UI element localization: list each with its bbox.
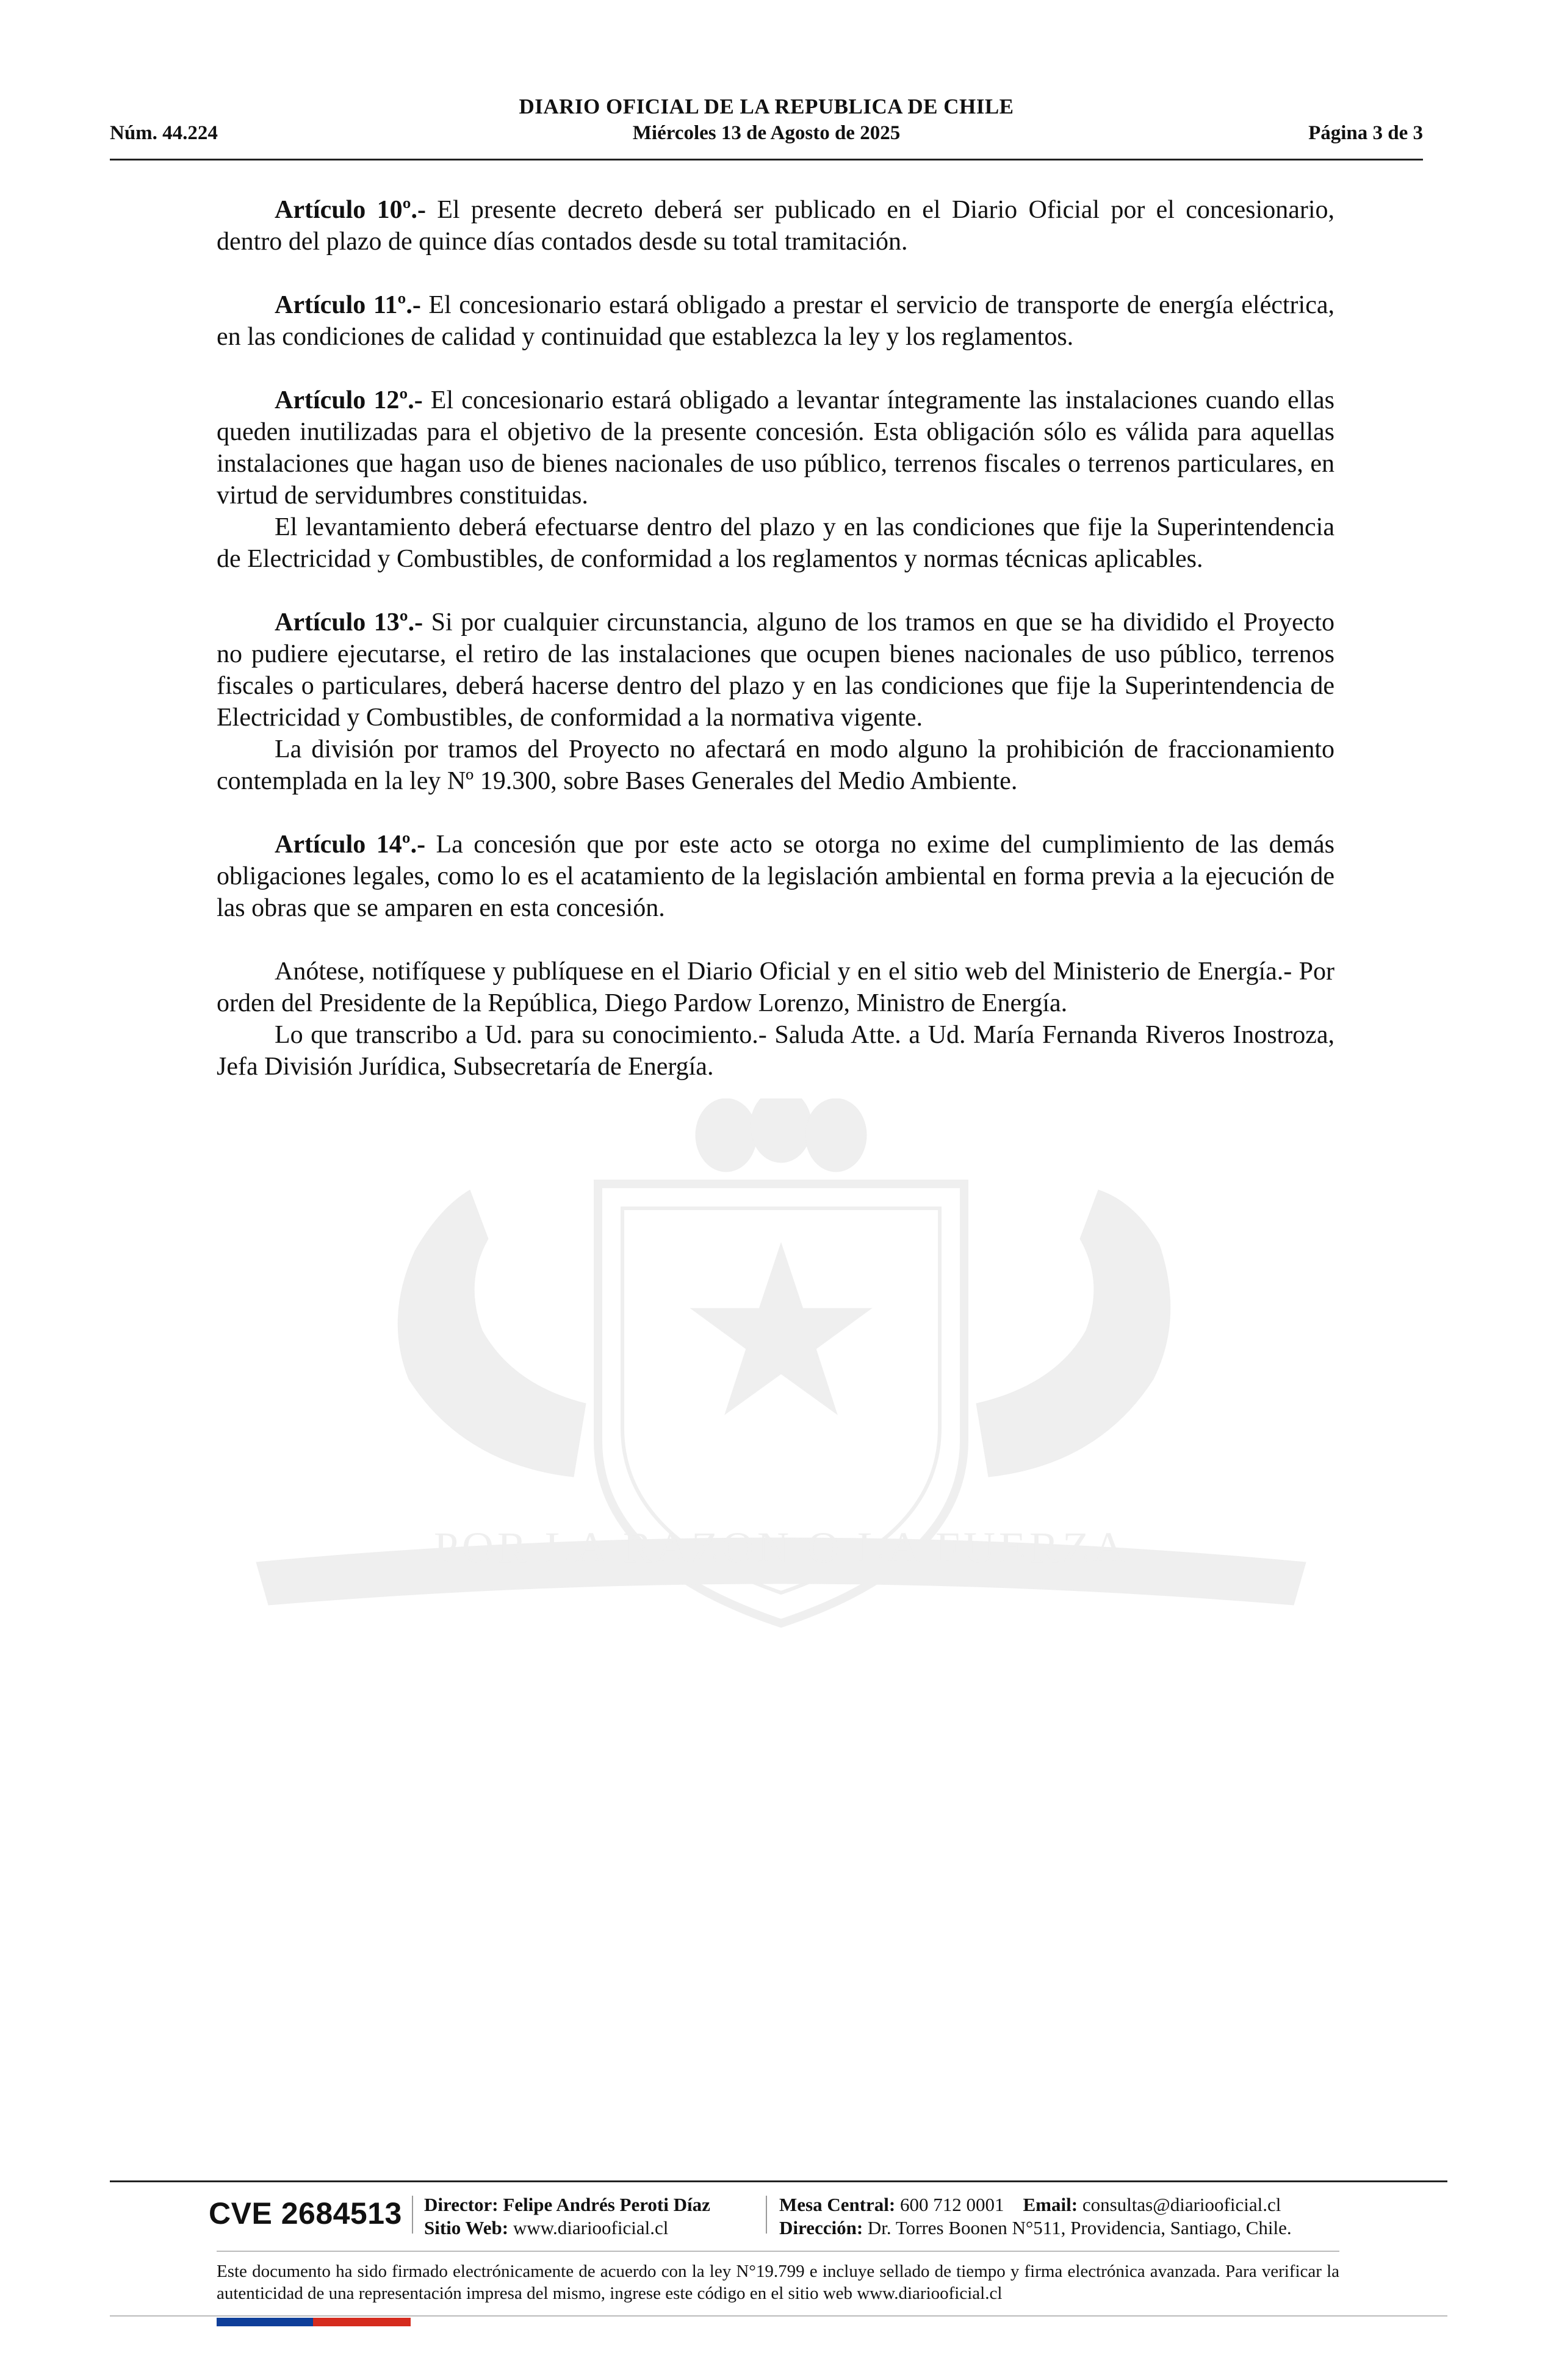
article-text: Si por cualquier circunstancia, alguno de los tramos en que se ha dividido el Proyecto no pudiere ejecutarse, el retiro de las instalaciones que ocupen bienes nacionales de uso público, terrenos fiscales o particulares, deberá hacerse dentro del plazo y en las condiciones que fije la Superintendencia de Electricidad y Combustibles, de conformidad a la normativa vigente. <box>217 608 1334 732</box>
article-13 <box>217 607 1334 734</box>
email-label: Email: <box>1023 2194 1078 2215</box>
closing-paragraph: Anótese, notifíquese y publíquese en el Diario Oficial y en el sitio web del Ministerio de Energía.- Por orden del Presidente de la República, Diego Pardow Lorenzo, Ministro de Energía. <box>217 957 1334 1017</box>
footer-bottom-rule <box>110 2315 1447 2317</box>
footer-contact-info <box>779 2193 1292 2240</box>
electronic-signature-note: Este documento ha sido firmado electrónicamente de acuerdo con la ley N°19.799 e incluye sellado de tiempo y firma electrónica avanzada. Para verificar la autenticidad de una representación impresa del mismo, ingrese este código en el sitio web www.diariooficial.cl <box>217 2262 1339 2303</box>
director-label: Director: <box>424 2194 499 2215</box>
article-label: Artículo 14º.- <box>275 831 426 859</box>
article-label: Artículo 11º.- <box>275 291 421 319</box>
flag-stripe-red <box>313 2318 411 2326</box>
address-label: Dirección: <box>779 2217 863 2238</box>
article-10 <box>217 194 1334 258</box>
article-text: El concesionario estará obligado a prestar el servicio de transporte de energía eléctrica, en las condiciones de calidad y continuidad que establezca la ley y los reglamentos. <box>217 291 1334 351</box>
article-text: El presente decreto deberá ser publicado en el Diario Oficial por el concesionario, dentro del plazo de quince días contados desde su total tramitación. <box>217 196 1334 256</box>
phone-label: Mesa Central: <box>779 2194 896 2215</box>
footer-divider <box>412 2196 413 2234</box>
article-label: Artículo 10º.- <box>275 196 426 224</box>
email-link[interactable]: consultas@diariooficial.cl <box>1082 2194 1281 2215</box>
document-body <box>217 194 1334 1083</box>
article-text: El concesionario estará obligado a levantar íntegramente las instalaciones cuando ellas queden inutilizadas para el objetivo de la presente concesión. Esta obligación sólo es válida para aquellas instalaciones que hagan uso de bienes nacionales de uso público, terrenos fiscales o terrenos particulares, en virtud de servidumbres constituidas. <box>217 386 1334 510</box>
footer-director-info <box>424 2193 710 2240</box>
coat-of-arms-watermark-icon <box>207 1098 1355 1678</box>
newspaper-title: DIARIO OFICIAL DE LA REPUBLICA DE CHILE <box>519 95 1014 118</box>
cve-code: CVE 2684513 <box>209 2196 402 2230</box>
article-text: La concesión que por este acto se otorga no exime del cumplimiento de las demás obligaciones legales, como lo es el acatamiento de la legislación ambiental en forma previa a la ejecución de las obras que se amparen en esta concesión. <box>217 831 1334 922</box>
director-name: Felipe Andrés Peroti Díaz <box>503 2194 710 2215</box>
article-12 <box>217 384 1334 511</box>
footer-separator <box>217 2251 1339 2252</box>
article-13-continuation: La división por tramos del Proyecto no afectará en modo alguno la prohibición de fraccionamiento contemplada en la ley Nº 19.300, sobre Bases Generales del Medio Ambiente. <box>217 735 1334 795</box>
footer-divider <box>766 2196 767 2234</box>
page-number: Página 3 de 3 <box>1308 122 1423 144</box>
flag-stripe-blue <box>217 2318 313 2326</box>
article-11 <box>217 289 1334 353</box>
issue-date: Miércoles 13 de Agosto de 2025 <box>632 122 901 144</box>
signature-paragraph: Lo que transcribo a Ud. para su conocimiento.- Saluda Atte. a Ud. María Fernanda Riveros Inostroza, Jefa División Jurídica, Subsecretaría de Energía. <box>217 1021 1334 1081</box>
page-footer <box>110 2180 1447 2323</box>
article-label: Artículo 12º.- <box>275 386 423 414</box>
website-link[interactable]: www.diariooficial.cl <box>513 2217 669 2238</box>
address-value: Dr. Torres Boonen N°511, Providencia, Santiago, Chile. <box>867 2217 1292 2238</box>
phone-value: 600 712 0001 <box>900 2194 1004 2215</box>
article-label: Artículo 13º.- <box>275 608 423 636</box>
watermark-motto: POR LA RAZON O LA FUERZA <box>433 1523 1129 1572</box>
article-12-continuation: El levantamiento deberá efectuarse dentro del plazo y en las condiciones que fije la Superintendencia de Electricidad y Combustibles, de conformidad a los reglamentos y normas técnicas aplicables. <box>217 513 1334 573</box>
website-label: Sitio Web: <box>424 2217 509 2238</box>
issue-number: Núm. 44.224 <box>110 122 218 144</box>
article-14 <box>217 829 1334 924</box>
page-header <box>110 95 1423 160</box>
